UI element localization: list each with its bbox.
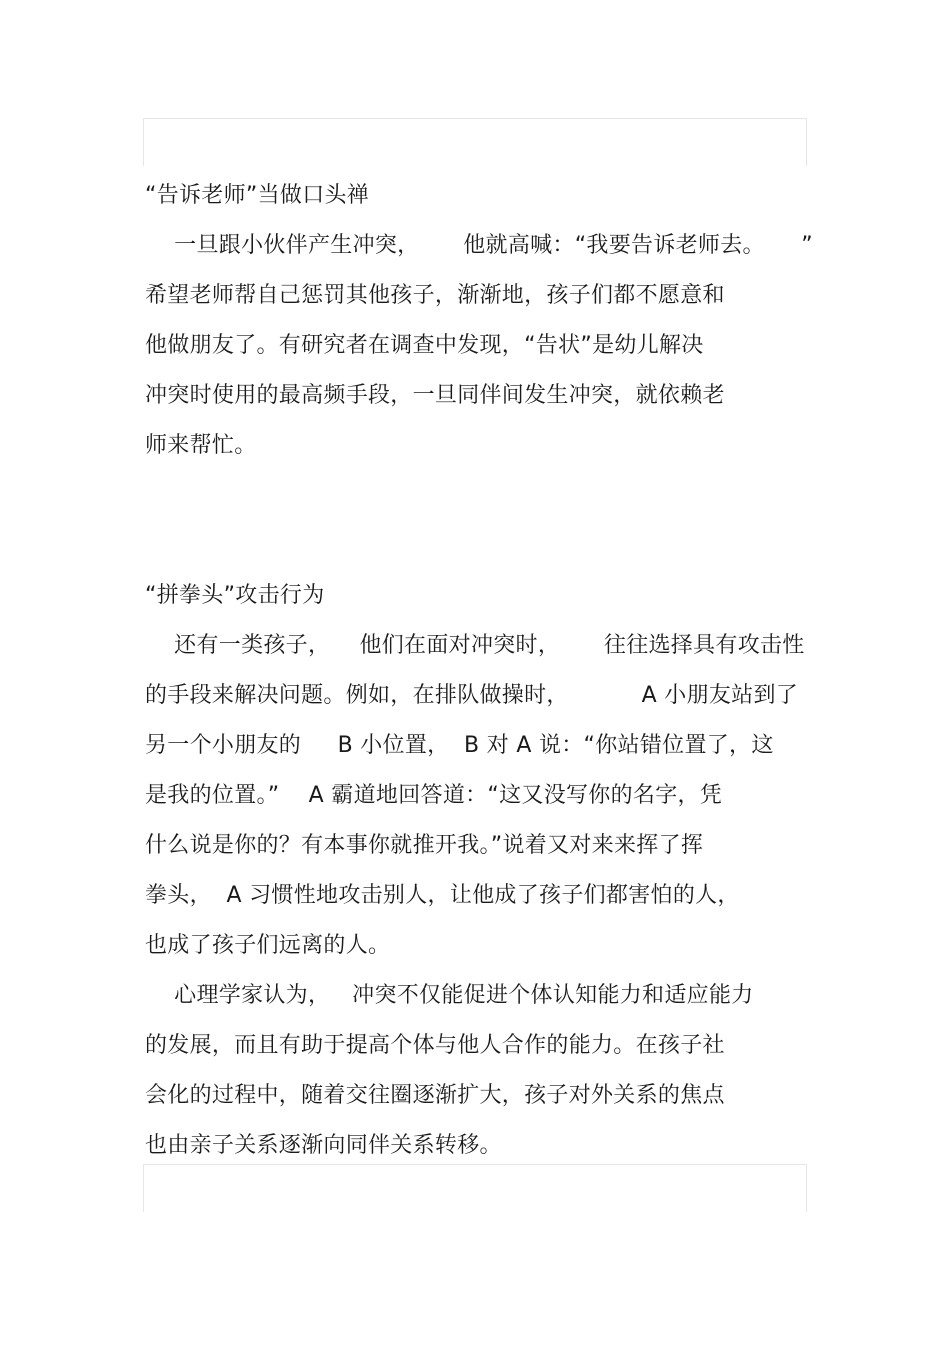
page-frame-bottom	[143, 1164, 807, 1212]
paragraph-line: 也由亲子关系逐渐向同伴关系转移。	[145, 1133, 502, 1158]
paragraph-line: 拳头， A 习惯性地攻击别人，让他成了孩子们都害怕的人，	[145, 883, 740, 908]
paragraph-line: 还有一类孩子， 他们在面对冲突时， 往往选择具有攻击性	[145, 633, 805, 658]
page-frame-top	[143, 118, 807, 166]
paragraph-line: 冲突时使用的最高频手段，一旦同伴间发生冲突，就依赖老	[145, 383, 725, 408]
paragraph-line: 什么说是你的？有本事你就推开我。”说着又对来来挥了挥	[145, 833, 704, 858]
paragraph-line: 心理学家认为， 冲突不仅能促进个体认知能力和适应能力	[145, 983, 754, 1008]
paragraph-line: 他做朋友了。有研究者在调查中发现，“告状”是幼儿解决	[145, 333, 704, 358]
paragraph-line: 师来帮忙。	[145, 433, 257, 458]
paragraph-line: 是我的位置。” A 霸道地回答道：“这又没写你的名字，凭	[145, 783, 723, 808]
paragraph-line: 也成了孩子们远离的人。	[145, 933, 391, 958]
paragraph-line: 的手段来解决问题。例如，在排队做操时， A 小朋友站到了	[145, 683, 799, 708]
paragraph-line: 的发展，而且有助于提高个体与他人合作的能力。在孩子社	[145, 1033, 725, 1058]
paragraph-line: 一旦跟小伙伴产生冲突， 他就高喊：“我要告诉老师去。 ”	[145, 233, 813, 258]
section-heading-fists: “拼拳头”攻击行为	[145, 583, 325, 608]
paragraph-line: 会化的过程中，随着交往圈逐渐扩大，孩子对外关系的焦点	[145, 1083, 725, 1108]
section-heading-tell-teacher: “告诉老师”当做口头禅	[145, 183, 370, 208]
paragraph-line: 希望老师帮自己惩罚其他孩子，渐渐地，孩子们都不愿意和	[145, 283, 725, 308]
paragraph-line: 另一个小朋友的 B 小位置， B 对 A 说：“你站错位置了，这	[145, 733, 774, 758]
